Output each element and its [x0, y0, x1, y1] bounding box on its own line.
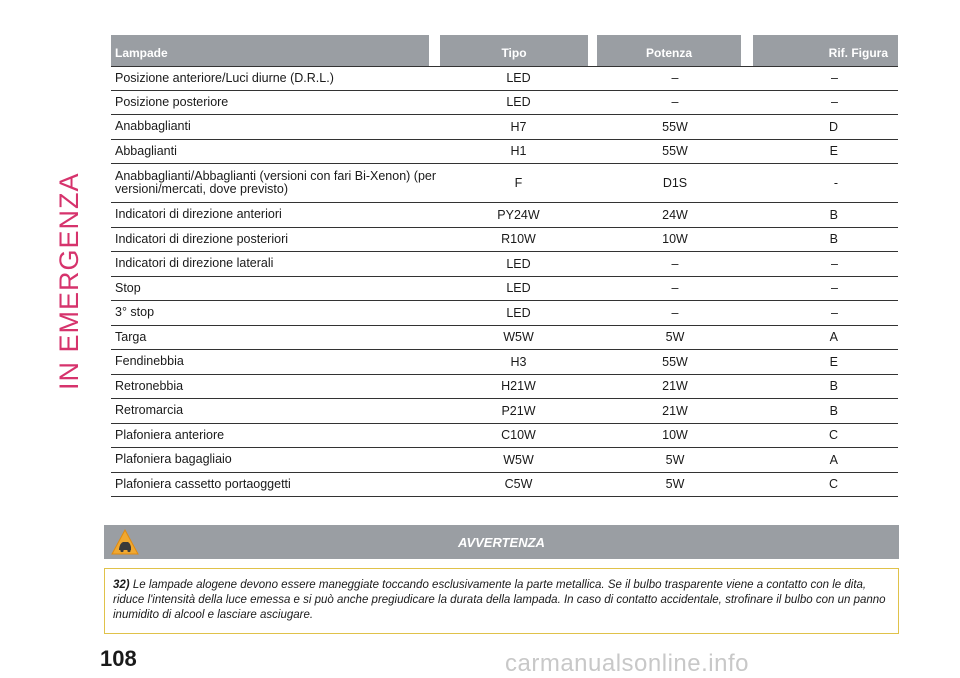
table-row [111, 399, 898, 424]
cell-lampada: Anabbaglianti [115, 119, 191, 134]
cell-tipo: W5W [503, 452, 534, 467]
table-row [111, 375, 898, 400]
cell-potenza: 10W [662, 232, 688, 247]
cell-tipo: LED [506, 95, 531, 110]
cell-tipo: C5W [504, 477, 533, 492]
cell-rif-figura: C [828, 477, 838, 492]
table-row [111, 301, 898, 326]
table-row [111, 91, 898, 116]
cell-rif-figura: – [831, 305, 838, 320]
cell-potenza: 55W [662, 119, 688, 134]
cell-tipo: PY24W [497, 207, 540, 222]
table-row [111, 140, 898, 165]
cell-potenza: 21W [662, 403, 688, 418]
table-row [111, 326, 898, 351]
cell-rif-figura: – [831, 71, 838, 86]
warning-header [104, 525, 899, 559]
cell-tipo: H1 [510, 144, 527, 159]
table-row [111, 473, 898, 498]
cell-rif-figura: – [831, 95, 838, 110]
cell-tipo: LED [506, 305, 531, 320]
cell-potenza: 21W [662, 379, 688, 394]
section-title-vertical: IN EMERGENZA [54, 172, 84, 390]
warning-title: AVVERTENZA [458, 534, 545, 550]
cell-lampada: Anabbaglianti/Abbaglianti (versioni con fari Bi-Xenon) (per versioni/mercati, dove previsto) [115, 169, 437, 196]
header-lampade: Lampade [111, 35, 429, 66]
cell-lampada: Plafoniera bagagliaio [115, 452, 232, 467]
cell-rif-figura: B [829, 379, 838, 394]
cell-tipo: C10W [501, 428, 536, 443]
cell-potenza: – [671, 305, 679, 320]
cell-tipo: LED [506, 281, 531, 296]
cell-rif-figura: B [829, 232, 838, 247]
header-tipo: Tipo [440, 35, 588, 66]
car-warning-icon [111, 529, 139, 555]
lamp-table [111, 35, 898, 497]
header-potenza: Potenza [597, 35, 741, 66]
cell-potenza: 55W [662, 354, 688, 369]
cell-tipo: W5W [503, 330, 534, 345]
cell-lampada: Posizione anteriore/Luci diurne (D.R.L.) [115, 70, 334, 85]
cell-potenza: 5W [665, 452, 685, 467]
warning-text: Le lampade alogene devono essere maneggiate toccando esclusivamente la parte metallica. Se il bulbo trasparente viene a contatto con le dita, riduce l'intensità della luce emessa e si può anche pregiudicare la durata della lampada. In caso di contatto accidentale, strofinare il bulbo con un panno inumidito di alcool e lasciare asciugare. [113, 579, 886, 621]
cell-lampada: Retronebbia [115, 378, 184, 393]
warning-number: 32) [113, 579, 130, 591]
cell-potenza: – [671, 256, 679, 271]
cell-tipo: H7 [510, 119, 527, 134]
table-row [111, 115, 898, 140]
cell-tipo: P21W [501, 403, 536, 418]
table-row [111, 424, 898, 449]
cell-rif-figura: D [828, 119, 838, 134]
table-body [111, 66, 898, 497]
cell-potenza: – [671, 95, 679, 110]
table-row [111, 252, 898, 277]
cell-potenza: 5W [665, 330, 685, 345]
cell-rif-figura: B [829, 207, 838, 222]
cell-lampada: Fendinebbia [115, 354, 184, 369]
cell-tipo: H3 [510, 354, 527, 369]
cell-lampada: Retromarcia [115, 403, 184, 418]
cell-potenza: D1S [662, 176, 688, 190]
cell-tipo: R10W [501, 232, 536, 247]
cell-potenza: – [671, 71, 679, 86]
cell-lampada: Stop [115, 280, 141, 295]
cell-rif-figura: E [829, 354, 838, 369]
cell-lampada: Plafoniera anteriore [115, 427, 225, 442]
cell-rif-figura: A [829, 330, 838, 345]
cell-potenza: 55W [662, 144, 688, 159]
cell-tipo: H21W [501, 379, 536, 394]
table-row [111, 448, 898, 473]
warning-box [104, 568, 899, 634]
cell-lampada: Indicatori di direzione anteriori [115, 207, 282, 222]
cell-lampada: Abbaglianti [115, 143, 177, 158]
table-row [111, 164, 898, 203]
cell-lampada: Indicatori di direzione posteriori [115, 231, 289, 246]
header-rif-figura: Rif. Figura [753, 35, 898, 66]
cell-rif-figura: E [829, 144, 838, 159]
table-header [111, 35, 898, 66]
cell-tipo: LED [506, 71, 531, 86]
cell-tipo: F [514, 176, 523, 190]
cell-lampada: Indicatori di direzione laterali [115, 256, 274, 271]
cell-lampada: Plafoniera cassetto portaoggetti [115, 476, 291, 491]
cell-rif-figura: - [833, 176, 838, 190]
cell-rif-figura: B [829, 403, 838, 418]
cell-potenza: 5W [665, 477, 685, 492]
cell-rif-figura: A [829, 452, 838, 467]
table-row [111, 66, 898, 91]
table-row [111, 228, 898, 253]
cell-potenza: 10W [662, 428, 688, 443]
cell-potenza: 24W [662, 207, 688, 222]
watermark: carmanualsonline.info [505, 650, 749, 677]
cell-lampada: Posizione posteriore [115, 94, 229, 109]
cell-potenza: – [671, 281, 679, 296]
table-row [111, 203, 898, 228]
table-row [111, 350, 898, 375]
cell-rif-figura: – [831, 256, 838, 271]
cell-lampada: Targa [115, 329, 147, 344]
cell-rif-figura: C [828, 428, 838, 443]
cell-tipo: LED [506, 256, 531, 271]
cell-rif-figura: – [831, 281, 838, 296]
table-row [111, 277, 898, 302]
page-number: 108 [100, 646, 137, 671]
cell-lampada: 3° stop [115, 305, 155, 320]
